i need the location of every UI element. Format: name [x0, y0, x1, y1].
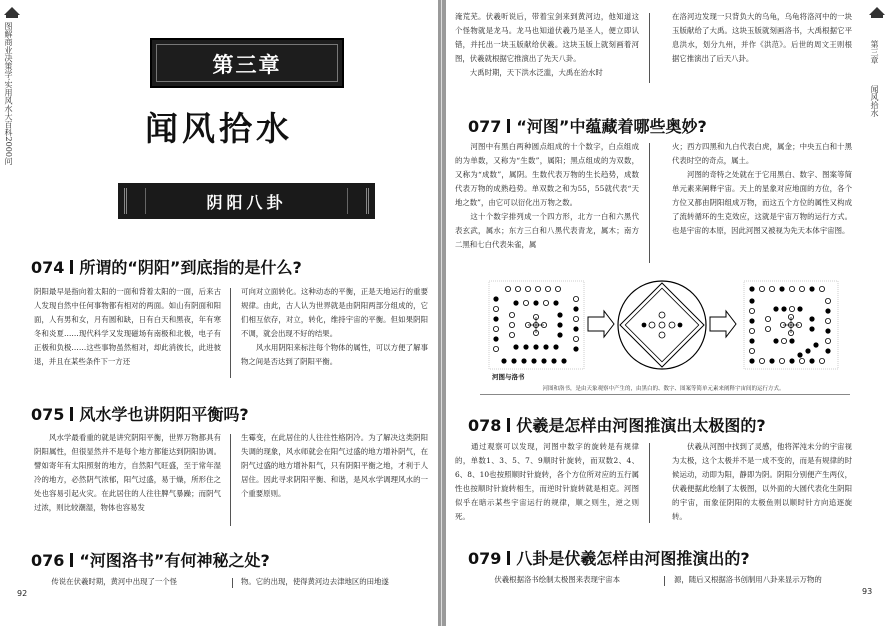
white-dot [573, 296, 578, 301]
section-band [118, 183, 375, 219]
hetu-panel [489, 281, 584, 369]
black-dot [749, 358, 754, 363]
question-075-title: 075 风水学也讲阴阳平衡吗? [31, 405, 249, 424]
chapter-label-box [150, 38, 344, 88]
question-074-title: 074 所谓的“阴阳”到底指的是什么? [31, 258, 302, 277]
black-dot [543, 344, 548, 349]
black-dot [789, 358, 794, 363]
white-dot [493, 306, 498, 311]
white-dot [759, 358, 764, 363]
q076-col1: 传说在伏羲时期，黄河中出现了一个怪 [44, 577, 178, 586]
q079-col2: 源，随后又根据洛书创制用八卦来显示万物的 [674, 575, 822, 584]
white-dot [749, 328, 754, 333]
black-dot [521, 358, 526, 363]
black-dot [501, 358, 506, 363]
sidebar-chapter: 第三章 [870, 40, 879, 64]
black-dot [573, 346, 578, 351]
black-dot [678, 323, 683, 328]
white-dot [799, 286, 804, 291]
black-dot [773, 306, 778, 311]
white-dot [509, 312, 514, 317]
q078-col2: 伏羲从河图中找到了灵感，他将浑沌未分的宇宙视为太极，这个太极并不是一成不变的，而是有规律的时候运动，动即为阳，静即为阴。阴阳分别便产生两仪，伏羲便据此绘制了太极图，以外面的大圆代表化生阴阳的宇宙，而象征阴阳的太极鱼则以顺时针方向追逐旋转。 [672, 442, 852, 521]
arrow-right-icon-2 [710, 311, 736, 337]
white-dot [493, 326, 498, 331]
page-number-left: 92 [17, 589, 28, 598]
diagram-caption-title: 河图与洛书 [492, 373, 525, 381]
white-dot [789, 306, 794, 311]
white-dot [669, 322, 675, 328]
black-dot [825, 348, 830, 353]
chapter-label: 第三章 [212, 52, 282, 77]
white-dot [781, 338, 786, 343]
white-dot [765, 326, 770, 331]
black-dot [825, 308, 830, 313]
taiji-transition-panel [618, 281, 706, 369]
question-078-title: 078 伏羲是怎样由河图推演出太极图的? [468, 416, 766, 435]
white-dot [819, 286, 824, 291]
black-dot [513, 300, 518, 305]
white-dot [799, 358, 804, 363]
black-dot [531, 358, 536, 363]
white-dot [505, 286, 510, 291]
arrow-right-icon-1 [588, 311, 614, 337]
black-dot [511, 358, 516, 363]
white-dot [555, 286, 560, 291]
diagram-caption: 河图和洛书，是由天象观察中产生的，由黑白的、数字、图案等简单元素来阐释宇宙间的运行方式。 [542, 386, 785, 392]
black-dot [561, 358, 566, 363]
black-dot [749, 286, 754, 291]
black-dot [553, 300, 558, 305]
white-dot [825, 318, 830, 323]
black-dot [557, 322, 562, 327]
white-dot [789, 286, 794, 291]
white-dot [525, 286, 530, 291]
left-page [0, 0, 438, 626]
black-dot [749, 318, 754, 323]
sidebar-book-title: 图解商业决策学·实用风水大百科2000问 [4, 22, 13, 165]
black-dot [557, 312, 562, 317]
q074-col2: 可向对立面转化。这种动态的平衡，正是天地运行的重要规律。由此，古人认为世界就是由阴阳两部分组成的，它们相互依存，对立，转化，维持宇宙的平衡。但如果阴阳不调，就会出现不好的结果。 风水用阴阳来标注每个物体的属性，可以方便了解事物之间是否达到了阴阳平衡。 [241, 287, 428, 366]
question-077-title: 077 “河图”中蕴藏着哪些奥妙? [468, 117, 707, 136]
question-079-title: 079 八卦是伏羲怎样由河图推演出的? [468, 549, 750, 568]
black-dot [749, 298, 754, 303]
black-dot [769, 358, 774, 363]
black-dot [573, 326, 578, 331]
white-dot [659, 332, 665, 338]
black-dot [797, 306, 802, 311]
black-dot [533, 300, 538, 305]
book-gutter [438, 0, 446, 626]
black-dot [513, 344, 518, 349]
black-dot [809, 358, 814, 363]
black-dot [809, 286, 814, 291]
black-dot [797, 352, 802, 357]
white-dot [535, 286, 540, 291]
white-dot [509, 322, 514, 327]
black-dot [553, 344, 558, 349]
white-dot [749, 348, 754, 353]
white-dot [545, 286, 550, 291]
black-dot [805, 348, 810, 353]
q077-col2: 火；西方四黑和九白代表白虎，属金；中央五白和十黑代表时空的奇点，属土。 河图的奇特之处就在于它用黑白、数字、图案等简单元素来阐释宇宙。天上的星象对应地面的方位，各个方位又都由阴阳组成万物，而这五个方位的属性又构成了流转循环的生克效应，这就是宇宙万物的运行方式。也是宇宙的本原，因此河图又被视为先天本体宇宙图。 [672, 142, 852, 235]
page-number-right: 93 [862, 587, 873, 596]
corner-logo-icon-right [868, 4, 886, 18]
section-band-label: 阴阳八卦 [206, 193, 287, 212]
white-dot [493, 346, 498, 351]
white-dot [749, 308, 754, 313]
q075-col1: 风水学最看重的就是讲究阴阳平衡，世界万物都具有阴阳属性，但很显然并不是每个地方都能达到阴阳协调。譬如寄年有太阳照射的地方，自然阳气旺盛，至于常年湿冷的地方，必然阴气浓郁，阳气过盛，易于燥，所形住之处也容易引起火灾。在此居住的人往往脾气暴躁；而阴气过浓，则比较潮湿，物体也容易发 [34, 433, 221, 512]
corner-logo-icon [3, 4, 21, 18]
black-dot [573, 306, 578, 311]
q077-col1: 河图中有黑白两种圆点组成的十个数字，白点组成的为单数，又称为“生数”，属阳；黑点组成的为双数，又称为“成数”，属阴。生数代表万物的生长趋势，成数代表万物的成熟趋势。单双数之和为55，55就代表“天地之数”，由它可以衍化出万物之数。 这十个数字排列成一个四方形，北方一白和六黑代表玄武，属水；东方三白和八黑代表青龙，属木；南方二黑和七白代表朱雀，属 [455, 142, 639, 249]
black-dot [789, 338, 794, 343]
white-dot [825, 338, 830, 343]
white-dot [769, 286, 774, 291]
black-dot [825, 328, 830, 333]
black-dot [533, 344, 538, 349]
black-dot [779, 286, 784, 291]
black-dot [813, 342, 818, 347]
white-dot [543, 300, 548, 305]
black-dot [551, 358, 556, 363]
black-dot [493, 296, 498, 301]
top-col2: 在洛河边发现一只背负大的乌龟，乌龟将洛河中的一块玉版献给了大禹。这块玉版就刻画洛书，大禹根据它平息洪水，划分九州，并作《洪范》。后世的周文王则根据它推演出了后天八卦。 [672, 12, 852, 63]
q076-col2: 物。它的出现，使得黄河边去津地区的田地遂 [241, 577, 389, 586]
white-dot [825, 298, 830, 303]
white-dot [779, 358, 784, 363]
q074-col1: 阴阳最早是指向着太阳的一面和背着太阳的一面，后来古人发现自然中任何事物都有相对的两面。如山有阴面和阳面，人有男和女，月有圆和缺，日有白天和黑夜，年有寒冬和炎夏……现代科学又发现磁场有南极和北极，电子有正极和负极……这些事物虽然相对，却此消彼长，此进彼退，并且在某些条件下一方还 [34, 287, 221, 366]
black-dot [781, 306, 786, 311]
white-dot [659, 322, 665, 328]
question-076-title: 076 “河图洛书”有何神秘之处? [31, 551, 270, 570]
black-dot [809, 316, 814, 321]
white-dot [573, 336, 578, 341]
white-dot [573, 316, 578, 321]
white-dot [509, 332, 514, 337]
white-dot [819, 358, 824, 363]
top-col1: 淹荒芜。伏羲听说后，带着宝剑来到黄河边，他知道这个怪物就是龙马。龙马也知道伏羲乃是圣人，便立即认错，并托出一块玉版献给伏羲。这块玉版上就刻画着河图，伏羲就根据它推演出了先天八卦。 大禹时期，天下洪水泛滥，大禹在治水时 [455, 12, 639, 77]
sidebar-chapter-title: 闻风拾水 [870, 85, 879, 117]
hetu-luoshu-diagram [486, 279, 841, 371]
q075-col2: 生霉变，在此居住的人往往性格阴冷。为了解决这类阴阳失调的现象，风水师就会在阳气过盛的地方增补阴气，在阴气过盛的地方增补阳气，只有阴阳平衡之地，才利于人居住。因此寻求阴阳平衡、和谐，是风水学调理风水的一个重要原则。 [241, 433, 428, 498]
chapter-title: 闻风拾水 [145, 109, 293, 148]
luoshu-panel [744, 281, 838, 369]
black-dot [557, 332, 562, 337]
black-dot [523, 344, 528, 349]
black-dot [642, 323, 647, 328]
white-dot [765, 316, 770, 321]
white-dot [659, 312, 665, 318]
black-dot [541, 358, 546, 363]
black-dot [809, 326, 814, 331]
q078-col1: 通过观察可以发现，河图中数字的旋转是有规律的，单数1、3、5、7、9顺时针旋转，而双数2、4、6、8、10也按照顺时针旋转，各个方位所对应的五行属性也按顺时针旋转相生，而逆时针旋转就是相克。河图似乎在暗示某些宇宙运行的规律，顺之则生，逆之则死。 [455, 442, 639, 521]
black-dot [749, 338, 754, 343]
white-dot [515, 286, 520, 291]
black-dot [773, 338, 778, 343]
black-dot [493, 336, 498, 341]
white-dot [523, 300, 528, 305]
white-dot [649, 322, 655, 328]
q079-col1: 伏羲根据洛书绘制太极图来表现宇宙本 [487, 575, 621, 584]
black-dot [493, 316, 498, 321]
white-dot [759, 286, 764, 291]
